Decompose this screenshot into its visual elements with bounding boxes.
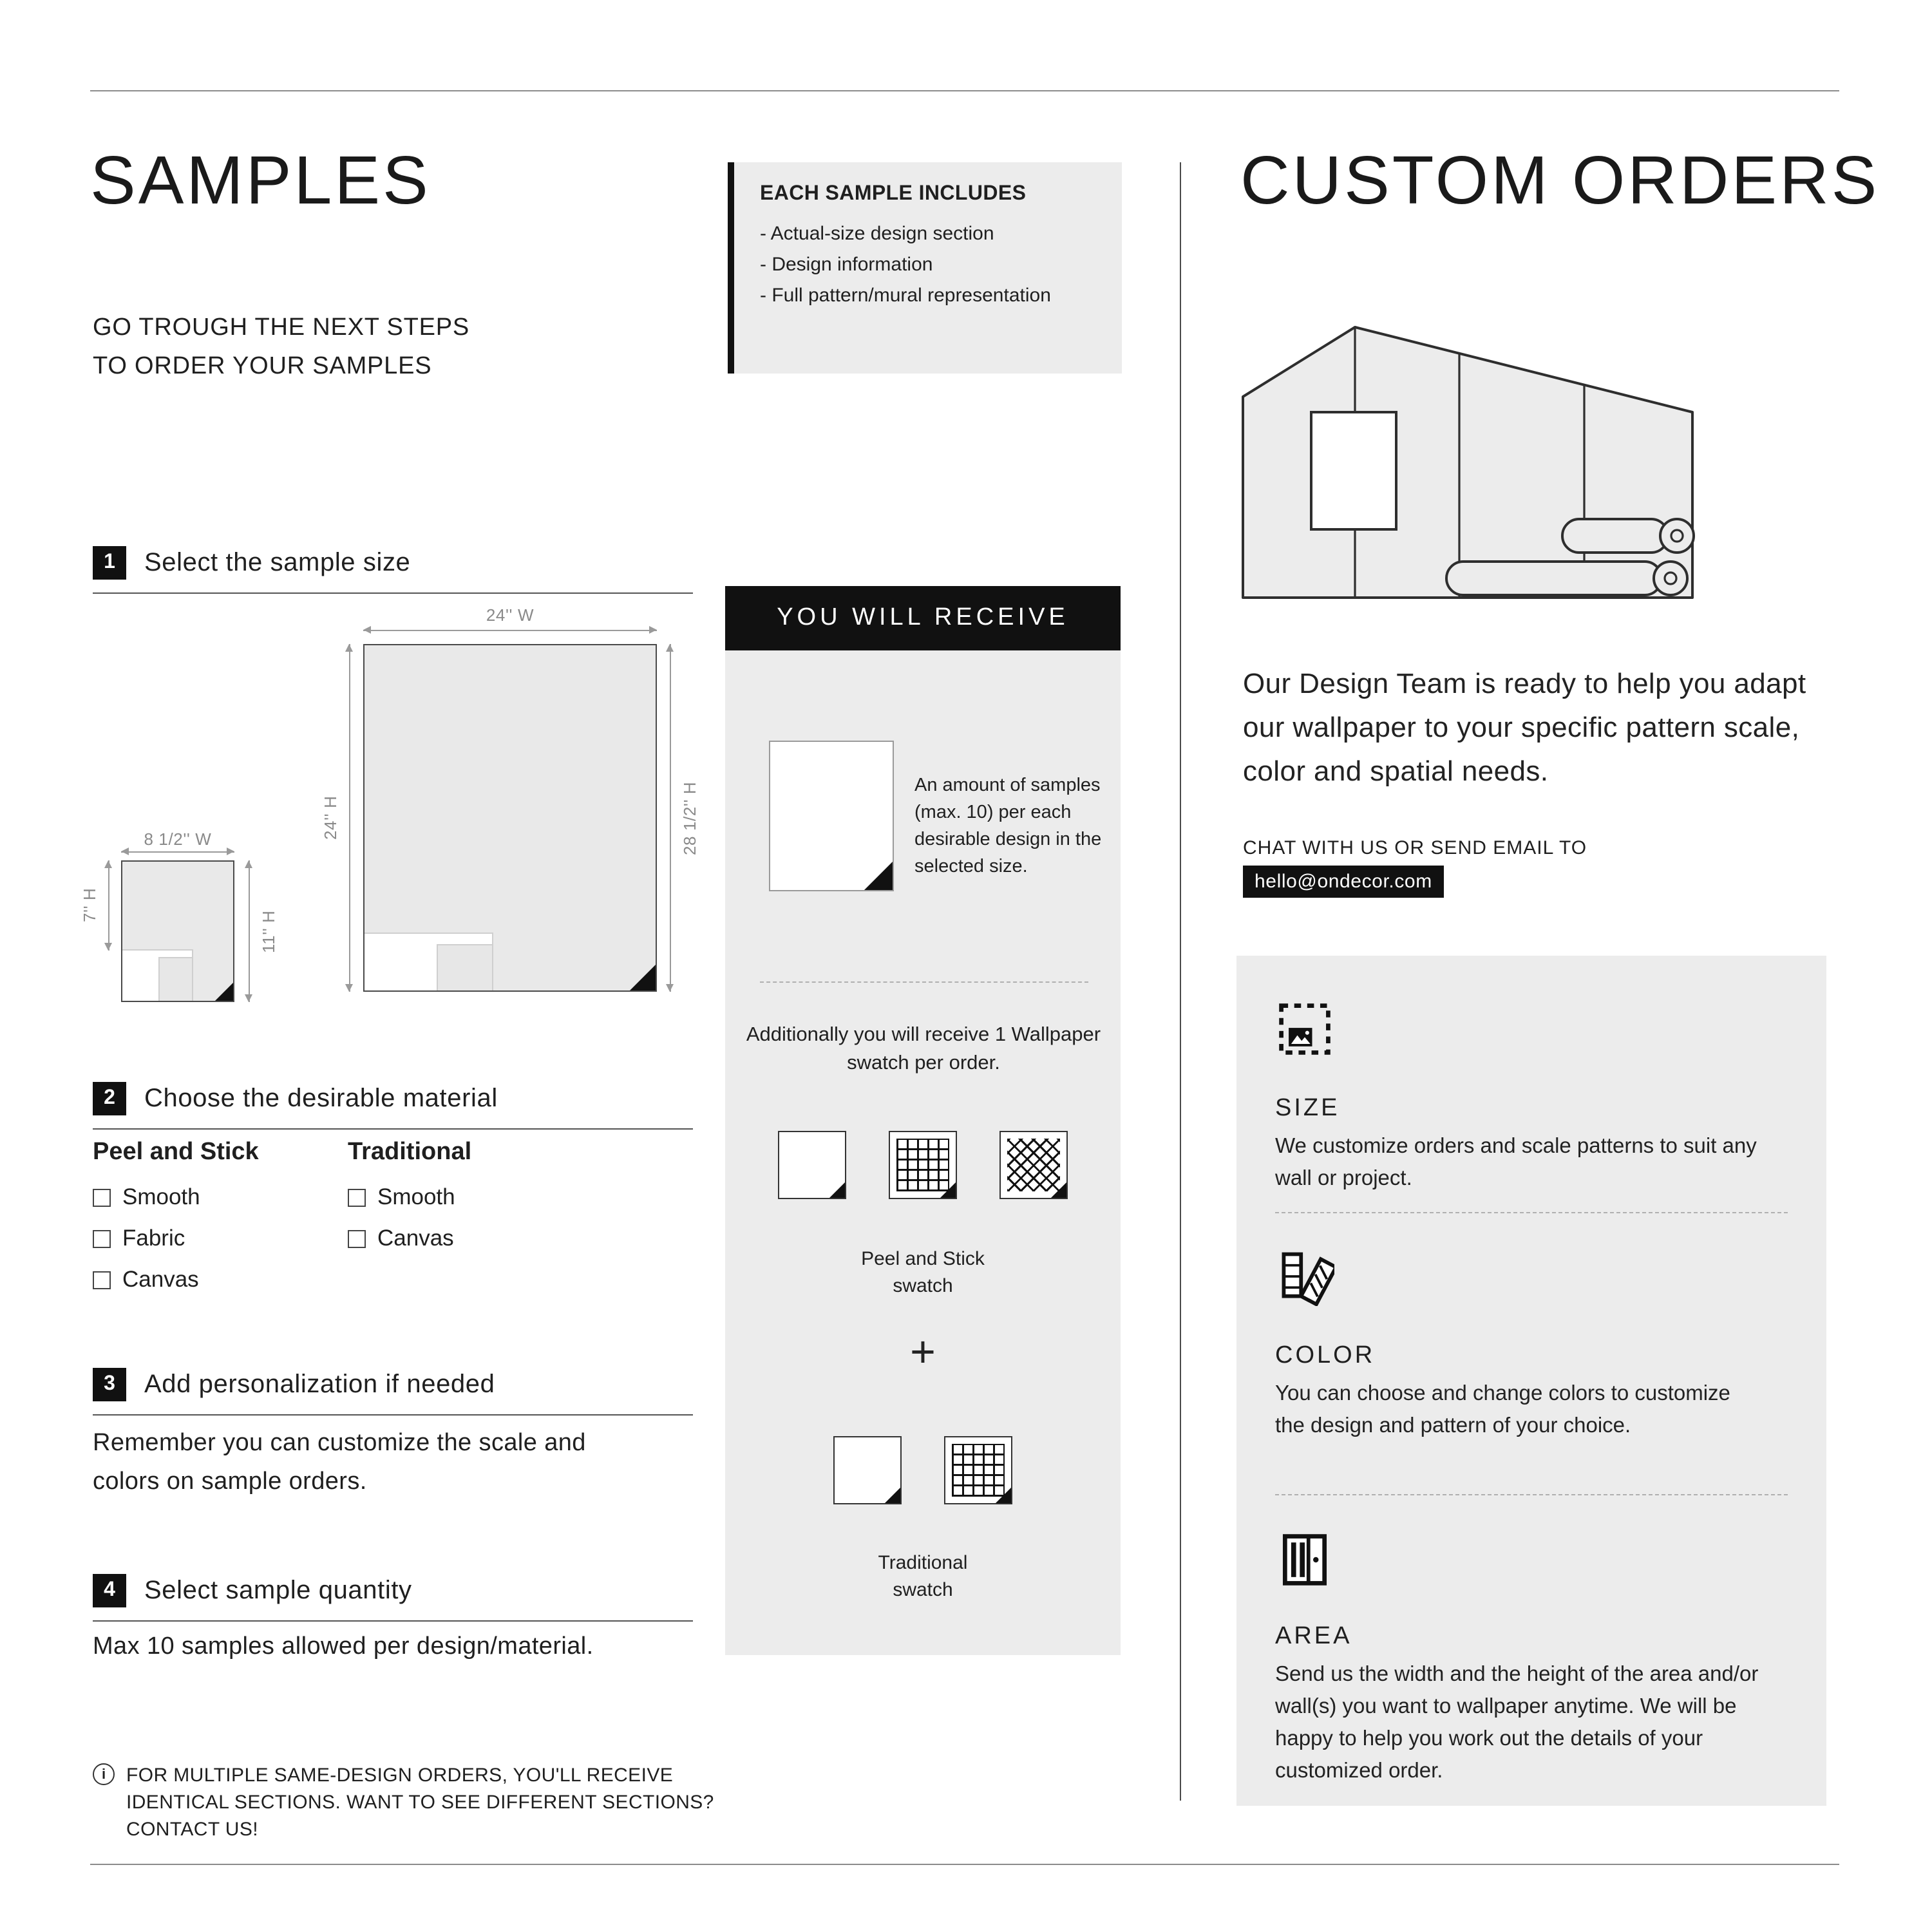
step-4-number: 4 — [93, 1574, 126, 1607]
intro-line-1: GO TROUGH THE NEXT STEPS — [93, 314, 470, 341]
additional-swatch-text: Additionally you will receive 1 Wallpaper swatch per order. — [746, 1024, 1101, 1074]
size-text: We customize orders and scale patterns to suit any wall or project. — [1275, 1135, 1757, 1190]
chat-with-us-label: CHAT WITH US OR SEND EMAIL TO — [1243, 837, 1587, 859]
option-label: Fabric — [122, 1225, 185, 1251]
small-sample-diagram — [121, 860, 234, 1002]
area-text: Send us the width and the height of the area and/or wall(s) you want to wallpaper anytime. We will be happy to help you work out the details of your customized order. — [1275, 1663, 1759, 1783]
large-right-height-label: 28 1/2'' H — [680, 781, 699, 855]
dimension-line — [349, 644, 350, 992]
step-3-label: Add personalization if needed — [144, 1370, 495, 1398]
step-4-description: Max 10 samples allowed per design/material. — [93, 1633, 594, 1660]
peel-and-stick-swatch-label — [725, 1245, 1121, 1300]
label-line: Traditional — [878, 1552, 968, 1574]
sample-section-area — [365, 933, 493, 990]
page-fold-corner-icon — [829, 1182, 845, 1198]
custom-orders-title: CUSTOM ORDERS — [1240, 143, 1880, 219]
you-will-receive-header — [725, 586, 1121, 650]
dashed-divider — [760, 981, 1088, 983]
step-2-number: 2 — [93, 1082, 126, 1115]
step-3-description: Remember you can customize the scale and colors on sample orders. — [93, 1430, 586, 1495]
peel-and-stick-title: Peel and Stick — [93, 1139, 259, 1166]
samples-amount-text: An amount of samples (max. 10) per each desirable design in the selected size. — [914, 775, 1102, 877]
wall-door-icon — [1275, 1530, 1334, 1589]
sample-section-area — [122, 949, 193, 1001]
option-traditional-smooth[interactable] — [348, 1184, 471, 1211]
includes-item: - Design information — [760, 254, 933, 276]
smooth-swatch-icon — [778, 1131, 846, 1199]
dashed-divider — [1275, 1212, 1788, 1213]
includes-item: - Full pattern/mural representation — [760, 285, 1051, 307]
traditional-swatch-label — [725, 1549, 1121, 1604]
small-left-height-label: 7'' H — [80, 888, 99, 923]
size-title: SIZE — [1275, 1095, 1340, 1122]
option-label: Smooth — [377, 1184, 455, 1209]
intro-line-2: TO ORDER YOUR SAMPLES — [93, 353, 432, 380]
option-label: Smooth — [122, 1184, 200, 1209]
color-swatches-icon — [1275, 1247, 1334, 1306]
option-peel-canvas[interactable] — [93, 1266, 259, 1293]
samples-intro — [93, 309, 469, 386]
large-width-label: 24'' W — [486, 605, 535, 625]
page-fold-corner-icon — [630, 965, 656, 990]
material-group-peel-and-stick — [93, 1139, 259, 1307]
includes-title: EACH SAMPLE INCLUDES — [760, 183, 1027, 205]
step-1-label: Select the sample size — [144, 548, 411, 576]
top-rule — [90, 90, 1839, 91]
wallpaper-house-illustration — [1240, 322, 1701, 621]
large-left-height-label: 24'' H — [321, 795, 340, 840]
page-fold-corner-icon — [1051, 1182, 1066, 1198]
swatch-area — [158, 957, 192, 1001]
checkbox-icon[interactable] — [93, 1271, 111, 1289]
you-will-receive-panel — [725, 650, 1121, 1655]
option-peel-fabric[interactable] — [93, 1225, 259, 1252]
step-4-label: Select sample quantity — [144, 1576, 412, 1604]
checkbox-icon[interactable] — [93, 1188, 111, 1206]
footnote-text: FOR MULTIPLE SAME-DESIGN ORDERS, YOU'LL RECEIVE IDENTICAL SECTIONS. WANT TO SEE DIFFERENT SECTIONS? CONTACT US! — [126, 1765, 714, 1841]
step-2-header — [93, 1082, 693, 1130]
crop-size-icon — [1275, 999, 1334, 1059]
step-1-header — [93, 546, 693, 594]
option-traditional-canvas[interactable] — [348, 1225, 471, 1252]
area-title: AREA — [1275, 1623, 1352, 1650]
bottom-rule — [90, 1864, 1839, 1865]
checkbox-icon[interactable] — [93, 1229, 111, 1247]
you-will-receive-title: YOU WILL RECEIVE — [777, 604, 1069, 631]
step-3-number: 3 — [93, 1368, 126, 1401]
large-sample-diagram — [363, 644, 657, 992]
sample-page-icon — [769, 741, 894, 891]
plus-icon: + — [910, 1328, 936, 1377]
smooth-swatch-icon — [833, 1436, 902, 1504]
label-line: Peel and Stick — [861, 1248, 985, 1270]
dimension-line — [670, 644, 671, 992]
color-title: COLOR — [1275, 1342, 1376, 1369]
small-width-label: 8 1/2'' W — [144, 829, 212, 849]
dimension-line — [249, 860, 250, 1002]
traditional-title: Traditional — [348, 1139, 472, 1166]
step-1-number: 1 — [93, 546, 126, 580]
page-fold-corner-icon — [885, 1488, 900, 1503]
page-fold-corner-icon — [996, 1488, 1011, 1503]
step-3-header — [93, 1368, 693, 1416]
dimension-line — [121, 851, 234, 853]
page-fold-corner-icon — [215, 983, 233, 1001]
dimension-line — [108, 860, 109, 951]
label-line: swatch — [893, 1275, 953, 1297]
grid-pattern-swatch-icon — [889, 1131, 957, 1199]
page-fold-corner-icon — [864, 862, 893, 890]
material-group-traditional — [348, 1139, 471, 1266]
page-fold-corner-icon — [940, 1182, 956, 1198]
step-2-label: Choose the desirable material — [144, 1084, 498, 1112]
color-text: You can choose and change colors to customize the design and pattern of your choice. — [1275, 1382, 1730, 1437]
dashed-divider — [1275, 1494, 1788, 1495]
info-icon: i — [93, 1763, 115, 1785]
checkbox-icon[interactable] — [348, 1188, 366, 1206]
label-line: swatch — [893, 1579, 953, 1601]
option-label: Canvas — [122, 1266, 199, 1292]
samples-title: SAMPLES — [90, 143, 431, 219]
custom-orders-intro: Our Design Team is ready to help you adapt our wallpaper to your specific pattern scale, color and spatial needs. — [1243, 667, 1806, 787]
grid-pattern-swatch-icon — [944, 1436, 1012, 1504]
crosshatch-pattern-swatch-icon — [999, 1131, 1068, 1199]
small-right-height-label: 11'' H — [259, 909, 278, 953]
option-peel-smooth[interactable] — [93, 1184, 259, 1211]
checkbox-icon[interactable] — [348, 1229, 366, 1247]
swatch-area — [437, 944, 492, 990]
footnote — [93, 1762, 770, 1843]
step-4-header — [93, 1574, 693, 1622]
column-divider — [1180, 162, 1181, 1801]
option-label: Canvas — [377, 1225, 454, 1251]
dimension-line — [363, 630, 657, 631]
email-badge[interactable]: hello@ondecor.com — [1243, 866, 1444, 898]
includes-item: - Actual-size design section — [760, 223, 994, 245]
each-sample-includes-box — [728, 162, 1122, 374]
custom-orders-panel — [1236, 956, 1826, 1806]
